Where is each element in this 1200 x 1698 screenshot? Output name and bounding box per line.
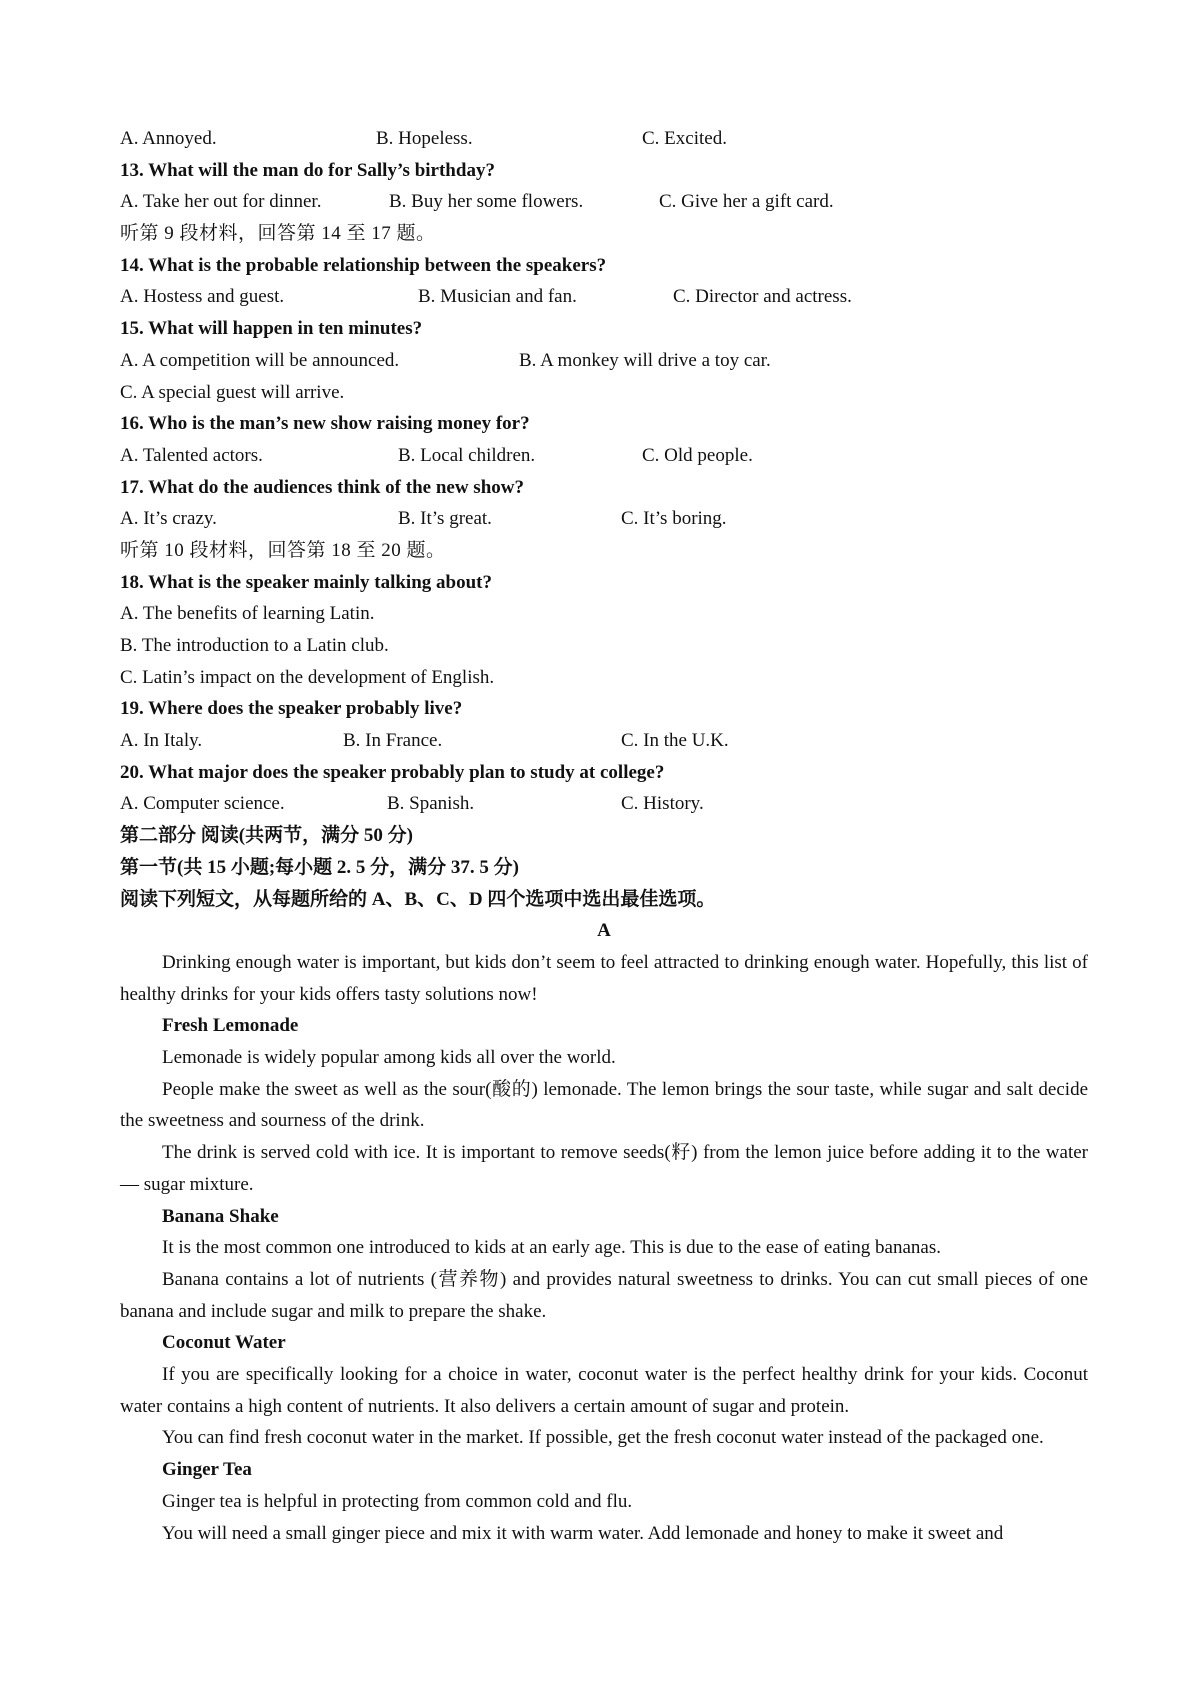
option-c: C. It’s boring. <box>621 508 727 530</box>
q12-options <box>120 123 1088 155</box>
option-c: C. Give her a gift card. <box>659 191 834 213</box>
section-paragraph: You can find fresh coconut water in the market. If possible, get the fresh coconut water instead of the packaged one. <box>162 1427 1044 1449</box>
section-paragraph: If you are specifically looking for a choice in water, coconut water is the perfect healthy drink for your kids. Coconut water contains a high content of nutrients. It also delivers a certain amount of sugar and protein. <box>120 1364 1088 1417</box>
question-16: 16. Who is the man’s new show raising money for? <box>120 413 530 435</box>
q17-options <box>120 503 1088 535</box>
section-1-title: 第一节(共 15 小题;每小题 2. 5 分，满分 37. 5 分) <box>120 856 519 878</box>
option-a: A. In Italy. <box>120 730 203 752</box>
option-b: B. The introduction to a Latin club. <box>120 635 389 656</box>
option-a: A. Talented actors. <box>120 444 263 466</box>
option-c: C. In the U.K. <box>621 730 729 752</box>
option-a: A. Take her out for dinner. <box>120 191 322 213</box>
option-b: B. A monkey will drive a toy car. <box>519 349 771 371</box>
section-paragraph: You will need a small ginger piece and mix it with warm water. Add lemonade and honey to make it sweet and <box>162 1522 1004 1544</box>
option-b: B. Spanish. <box>387 793 475 815</box>
q20-options <box>120 788 1088 820</box>
q14-options <box>120 281 1088 313</box>
option-b: B. Buy her some flowers. <box>389 191 584 213</box>
option-a: A. Annoyed. <box>120 128 217 149</box>
section-heading: Coconut Water <box>162 1332 286 1354</box>
question-13: 13. What will the man do for Sally’s birthday? <box>120 159 495 181</box>
option-a: A. The benefits of learning Latin. <box>120 603 375 625</box>
section-paragraph: Banana contains a lot of nutrients (营养物) and provides natural sweetness to drinks. You can cut small pieces of one banana and include sugar and milk to prepare the shake. <box>120 1268 1088 1322</box>
option-b: B. In France. <box>343 730 443 752</box>
q15-options-ab <box>120 345 1088 377</box>
section-paragraph: The drink is served cold with ice. It is important to remove seeds(籽) from the lemon juice before adding it to the water — sugar mixture. <box>120 1142 1088 1195</box>
option-a: A. Computer science. <box>120 793 285 815</box>
section-paragraph: People make the sweet as well as the sour(酸的) lemonade. The lemon brings the sour taste, while sugar and salt decide the sweetness and sourness of the drink. <box>120 1078 1088 1132</box>
section-heading: Banana Shake <box>162 1205 279 1227</box>
option-b: B. It’s great. <box>398 508 492 530</box>
section-paragraph: Lemonade is widely popular among kids all over the world. <box>162 1046 616 1068</box>
option-c: C. History. <box>621 793 704 815</box>
q16-options <box>120 440 1088 472</box>
option-c: C. Excited. <box>642 128 727 149</box>
option-a: A. Hostess and guest. <box>120 286 285 308</box>
question-15: 15. What will happen in ten minutes? <box>120 318 423 340</box>
option-c: C. Director and actress. <box>673 286 852 308</box>
section-heading: Fresh Lemonade <box>162 1015 299 1037</box>
section-9-instruction: 听第 9 段材料，回答第 14 至 17 题。 <box>120 223 436 245</box>
section-heading: Ginger Tea <box>162 1459 252 1481</box>
q13-options <box>120 186 1088 218</box>
section-10-instruction: 听第 10 段材料，回答第 18 至 20 题。 <box>120 539 446 561</box>
question-18: 18. What is the speaker mainly talking about? <box>120 571 492 593</box>
option-c: C. Latin’s impact on the development of English. <box>120 666 495 688</box>
part-2-title: 第二部分 阅读(共两节，满分 50 分) <box>120 825 413 847</box>
section-paragraph: It is the most common one introduced to kids at an early age. This is due to the ease of eating bananas. <box>162 1237 941 1259</box>
q19-options <box>120 725 1088 757</box>
option-b: B. Musician and fan. <box>418 286 577 308</box>
reading-instruction: 阅读下列短文，从每题所给的 A、B、C、D 四个选项中选出最佳选项。 <box>120 888 716 910</box>
option-b: B. Local children. <box>398 444 536 466</box>
section-paragraph: Ginger tea is helpful in protecting from common cold and flu. <box>162 1490 633 1512</box>
question-20: 20. What major does the speaker probably plan to study at college? <box>120 761 665 783</box>
option-b: B. Hopeless. <box>376 128 473 149</box>
exam-page <box>120 123 1088 1549</box>
option-a: A. It’s crazy. <box>120 508 217 530</box>
question-17: 17. What do the audiences think of the new show? <box>120 476 524 498</box>
passage-label: A <box>597 920 611 942</box>
option-a: A. A competition will be announced. <box>120 349 400 371</box>
question-19: 19. Where does the speaker probably live? <box>120 698 463 720</box>
option-c: C. Old people. <box>642 444 753 466</box>
passage-intro: Drinking enough water is important, but kids don’t seem to feel attracted to drinking enough water. Hopefully, this list of healthy drinks for your kids offers tasty solutions now! <box>120 951 1088 1005</box>
passage-sections <box>120 1010 1088 1549</box>
option-c: C. A special guest will arrive. <box>120 381 345 403</box>
question-14: 14. What is the probable relationship between the speakers? <box>120 254 607 276</box>
